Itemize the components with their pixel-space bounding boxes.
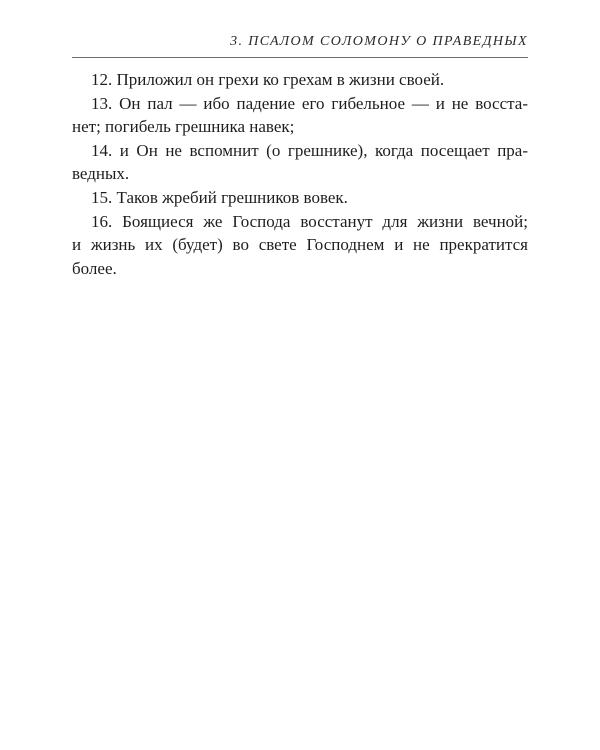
verse-16	[72, 210, 528, 281]
verse-12	[72, 68, 528, 92]
verse-line: 13. Он пал — ибо падение его гибельное — и не восста-	[91, 93, 528, 113]
verse-14	[72, 139, 528, 186]
verse-15	[72, 186, 528, 210]
verse-body	[72, 68, 528, 280]
verse-line: 12. Приложил он грехи ко грехам в жизни своей.	[91, 70, 445, 89]
verse-line: и жизнь их (будет) во свете Господнем и не прекратится	[72, 235, 528, 255]
running-head: 3. ПСАЛОМ СОЛОМОНУ О ПРАВЕДНЫХ	[230, 34, 528, 49]
header-rule	[72, 57, 528, 58]
verse-line: более.	[72, 258, 117, 278]
verse-13	[72, 92, 528, 139]
verse-line: 14. и Он не вспомнит (о грешнике), когда посещает пра-	[91, 140, 528, 160]
verse-line: нет; погибель грешника навек;	[72, 117, 295, 137]
verse-line: 15. Таков жребий грешников вовек.	[91, 187, 348, 207]
verse-line: ведных.	[72, 164, 130, 184]
verse-line: 16. Боящиеся же Господа восстанут для жизни вечной;	[91, 211, 528, 231]
